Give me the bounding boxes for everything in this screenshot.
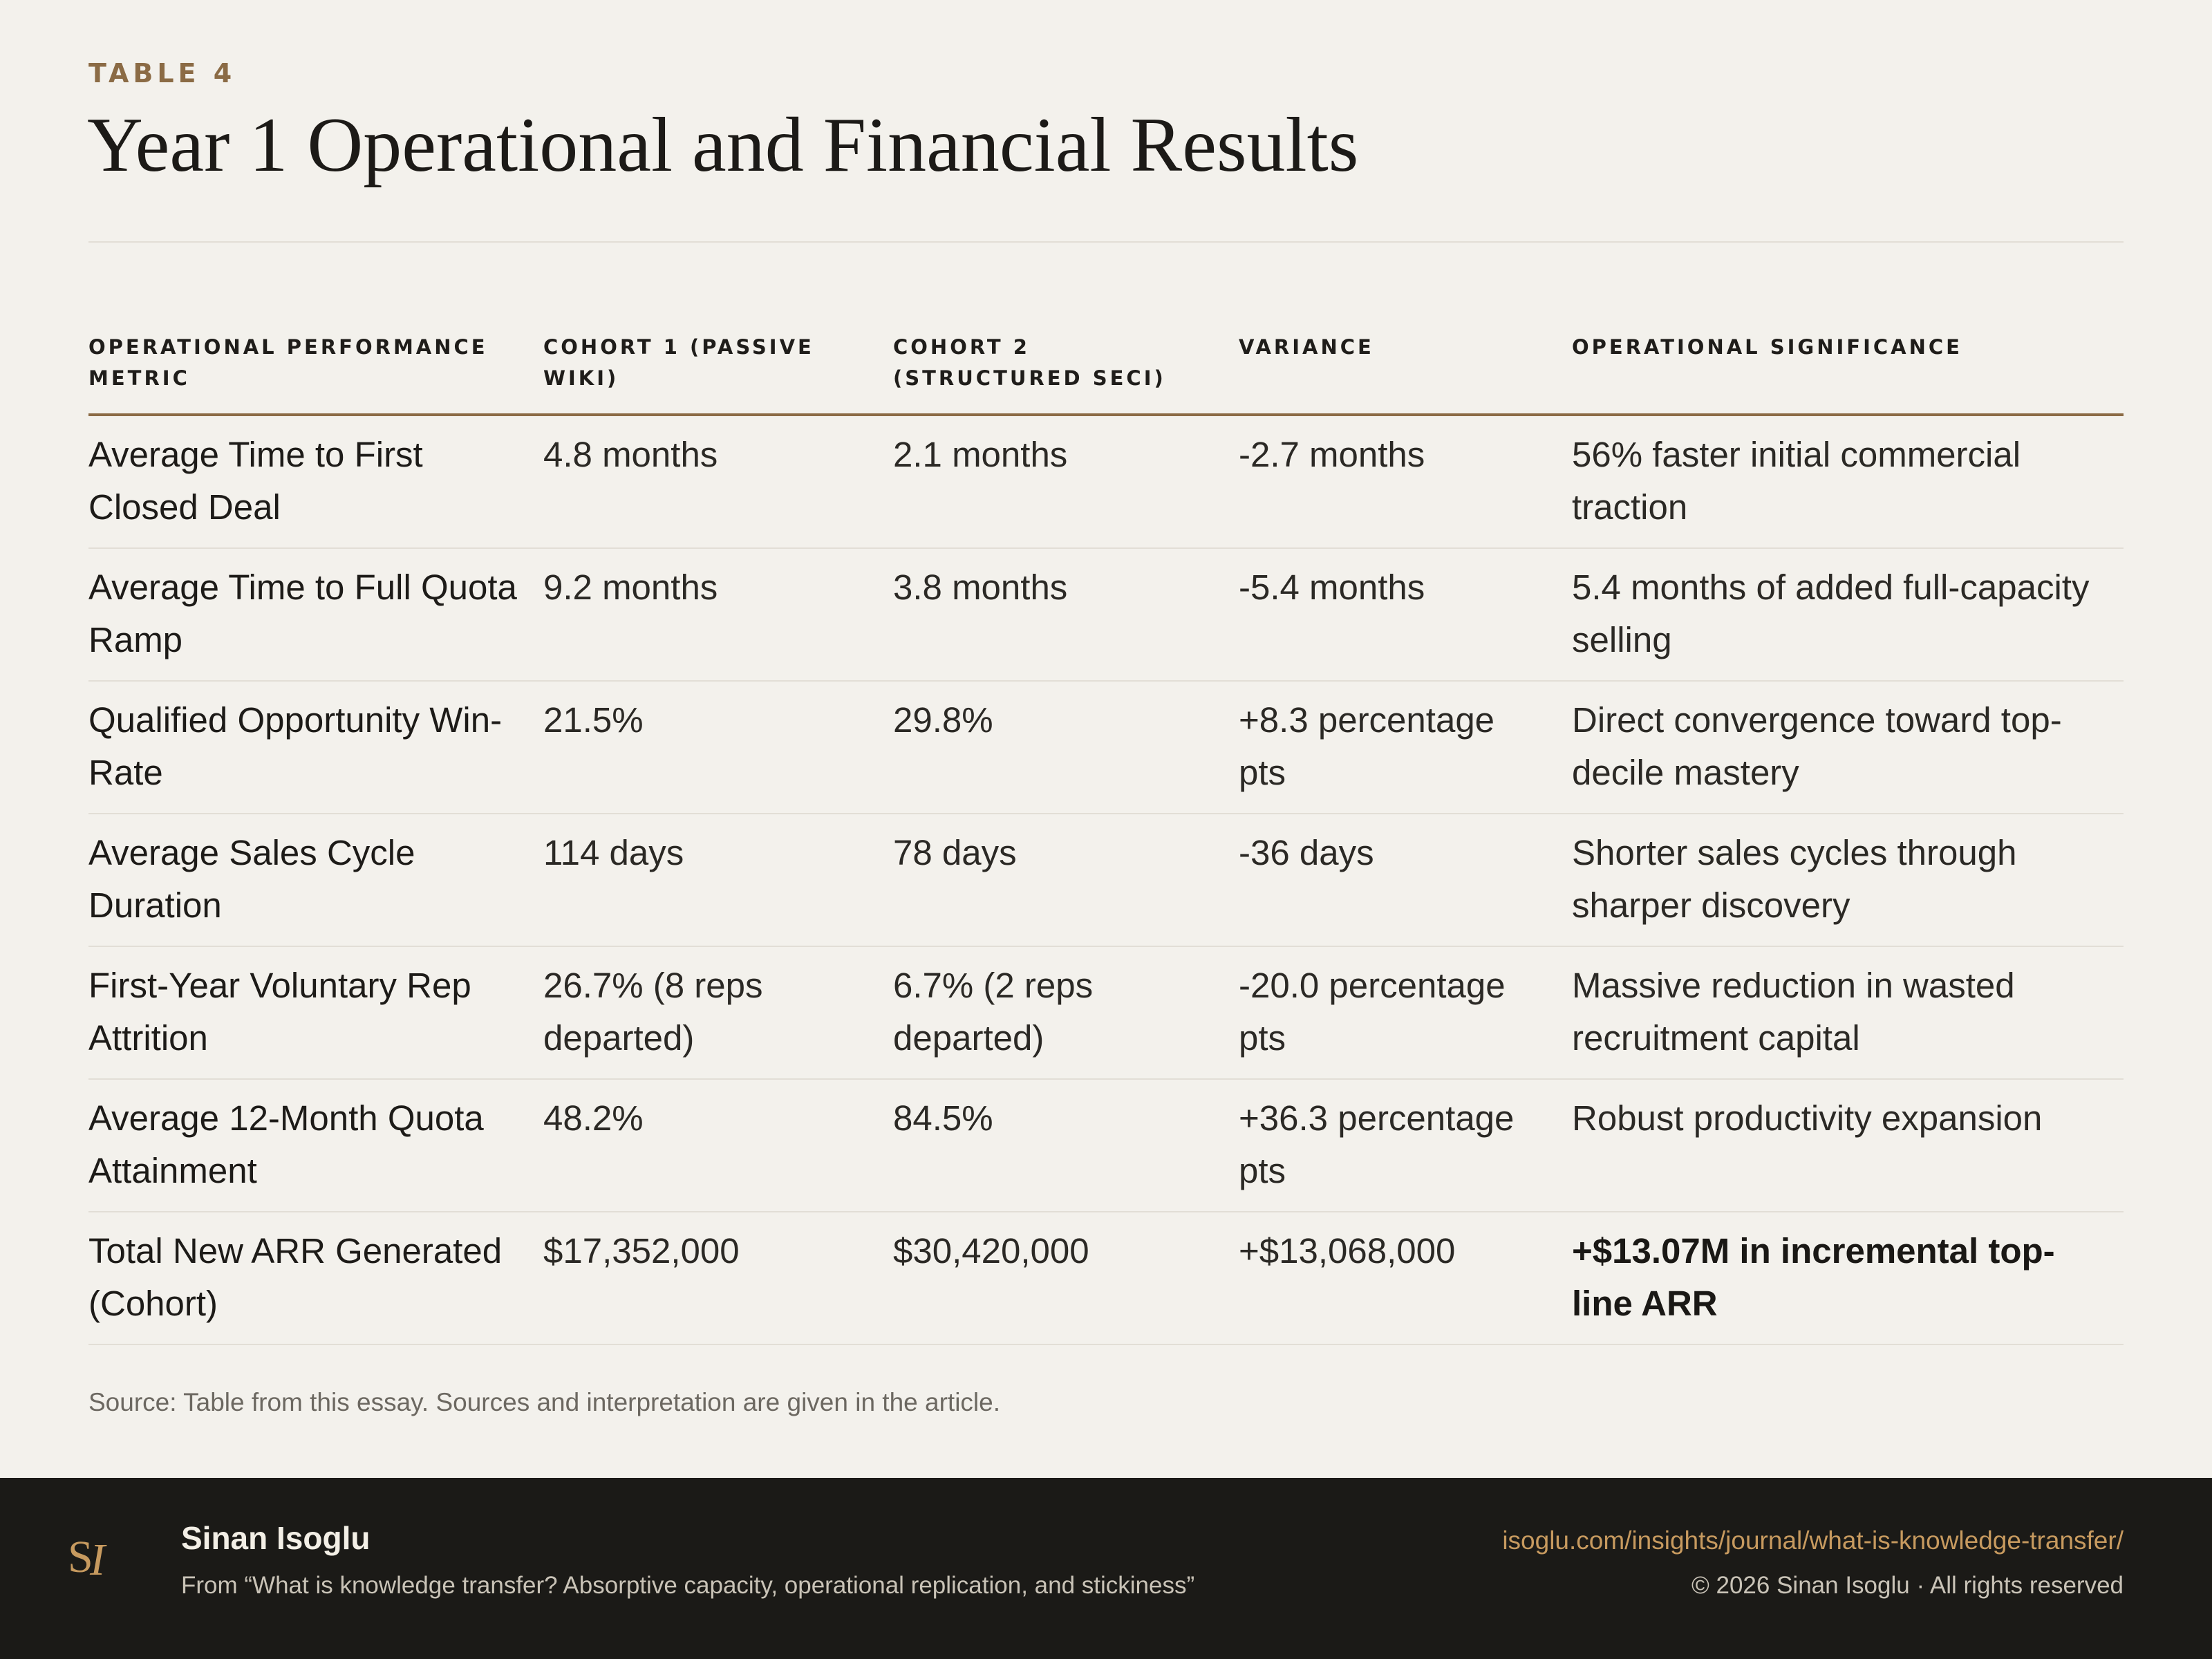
significance-cell: Robust productivity expansion [1572,1079,2124,1212]
metric-cell: Average Sales Cycle Duration [88,814,543,946]
metric-cell: Average 12-Month Quota Attainment [88,1079,543,1212]
table-row [88,681,2124,814]
cohort-2-cell: 2.1 months [893,415,1239,548]
table-row [88,1079,2124,1212]
significance-cell: Direct convergence toward top-decile mastery [1572,681,2124,814]
variance-cell: +36.3 percentage pts [1239,1079,1572,1212]
table-row [88,1212,2124,1344]
column-header-cohort-1: COHORT 1 (PASSIVE WIKI) [543,332,893,415]
significance-cell: 5.4 months of added full-capacity selling [1572,548,2124,681]
variance-cell: -36 days [1239,814,1572,946]
cohort-1-cell: $17,352,000 [543,1212,893,1344]
cohort-2-cell: 84.5% [893,1079,1239,1212]
page-title: Year 1 Operational and Financial Results [87,102,1359,188]
footer [0,1478,2212,1659]
variance-cell: -20.0 percentage pts [1239,946,1572,1079]
variance-cell: +8.3 percentage pts [1239,681,1572,814]
cohort-2-cell: 29.8% [893,681,1239,814]
cohort-2-cell: 3.8 months [893,548,1239,681]
significance-cell-highlight: +$13.07M in incremental top-line ARR [1572,1212,2124,1344]
article-link[interactable]: isoglu.com/insights/journal/what-is-knowledge-transfer/ [1502,1526,2124,1555]
variance-cell: -2.7 months [1239,415,1572,548]
article-reference: From “What is knowledge transfer? Absorptive capacity, operational replication, and stickiness” [181,1572,1195,1599]
cohort-1-cell: 48.2% [543,1079,893,1212]
metric-cell: Qualified Opportunity Win-Rate [88,681,543,814]
table-eyebrow: TABLE 4 [88,58,236,88]
table-row [88,548,2124,681]
table-row [88,946,2124,1079]
significance-cell: Massive reduction in wasted recruitment capital [1572,946,2124,1079]
table-row [88,415,2124,548]
title-divider [88,241,2124,243]
metric-cell: Average Time to Full Quota Ramp [88,548,543,681]
source-note: Source: Table from this essay. Sources and interpretation are given in the article. [88,1388,1000,1416]
monogram-letter-i: I [90,1535,105,1585]
column-header-significance: OPERATIONAL SIGNIFICANCE [1572,332,2124,415]
variance-cell: -5.4 months [1239,548,1572,681]
cohort-2-cell: $30,420,000 [893,1212,1239,1344]
column-header-metric: OPERATIONAL PERFORMANCE METRIC [88,332,543,415]
cohort-1-cell: 114 days [543,814,893,946]
significance-cell: Shorter sales cycles through sharper discovery [1572,814,2124,946]
cohort-1-cell: 21.5% [543,681,893,814]
cohort-1-cell: 4.8 months [543,415,893,548]
significance-cell: 56% faster initial commercial traction [1572,415,2124,548]
author-name: Sinan Isoglu [181,1520,371,1556]
metric-cell: Average Time to First Closed Deal [88,415,543,548]
results-table [88,332,2124,1345]
metric-cell: Total New ARR Generated (Cohort) [88,1212,543,1344]
monogram-logo-icon [64,1524,120,1586]
cohort-1-cell: 9.2 months [543,548,893,681]
metric-cell: First-Year Voluntary Rep Attrition [88,946,543,1079]
copyright-notice: © 2026 Sinan Isoglu · All rights reserved [1691,1572,2124,1599]
monogram-letter-s: S [68,1532,93,1582]
cohort-2-cell: 6.7% (2 reps departed) [893,946,1239,1079]
table-header-row [88,332,2124,415]
column-header-variance: VARIANCE [1239,332,1572,415]
cohort-2-cell: 78 days [893,814,1239,946]
column-header-cohort-2: COHORT 2 (STRUCTURED SECI) [893,332,1239,415]
table-row [88,814,2124,946]
cohort-1-cell: 26.7% (8 reps departed) [543,946,893,1079]
variance-cell: +$13,068,000 [1239,1212,1572,1344]
